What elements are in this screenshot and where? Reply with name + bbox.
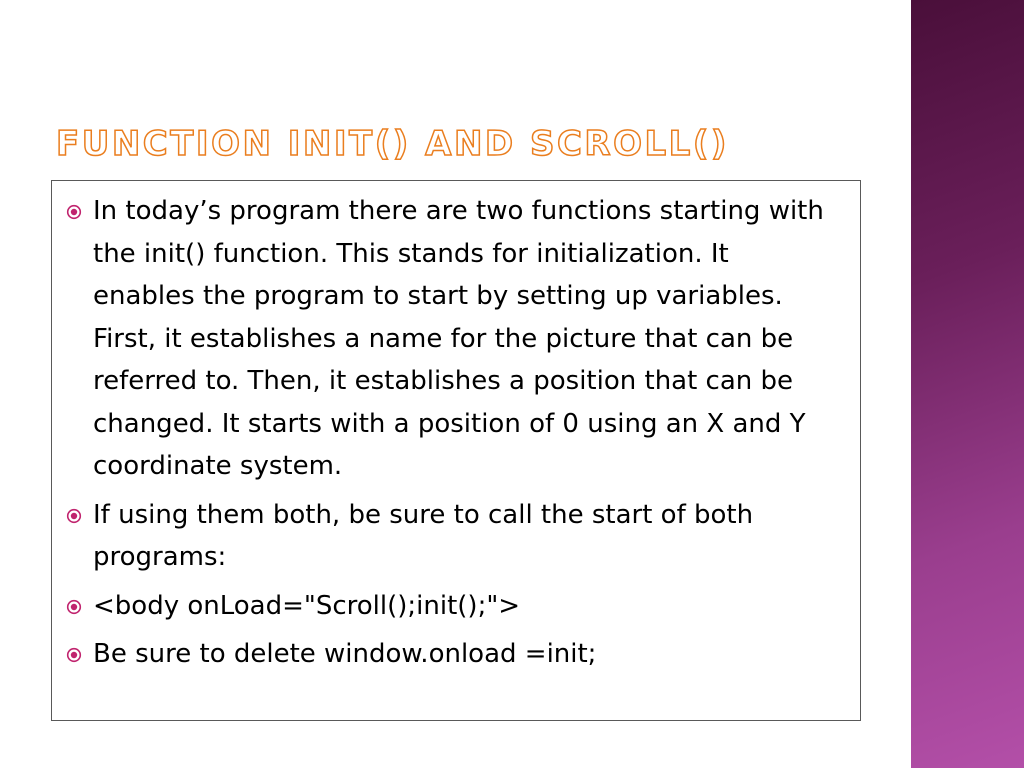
bullet-item-call-both: [66, 494, 836, 579]
bullet-item-body-onload: [66, 585, 836, 628]
bullet-text: In today’s program there are two functions starting with the init() function. This stands for initialization. It enables the program to start by setting up variables. First, it establishes a name for the picture that can be referred to. Then, it establishes a position that can be changed. It starts with a position of 0 using an X and Y coordinate system.: [93, 196, 824, 481]
bullet-list: [66, 190, 836, 682]
slide-title: FUNCTION INIT() AND SCROLL(): [56, 124, 729, 164]
content-box: [51, 180, 861, 721]
circled-dot-icon: [66, 647, 82, 663]
circled-dot-icon: [66, 599, 82, 615]
circled-dot-icon: [66, 508, 82, 524]
circled-dot-icon: [66, 204, 82, 220]
bullet-text: If using them both, be sure to call the start of both programs:: [93, 499, 754, 572]
bullet-item-init-description: [66, 190, 836, 488]
bullet-text: <body onLoad="Scroll();init();">: [93, 590, 521, 621]
bullet-item-delete-onload: [66, 633, 836, 676]
decorative-side-band: [911, 0, 1024, 768]
bullet-text: Be sure to delete window.onload =init;: [93, 639, 597, 669]
